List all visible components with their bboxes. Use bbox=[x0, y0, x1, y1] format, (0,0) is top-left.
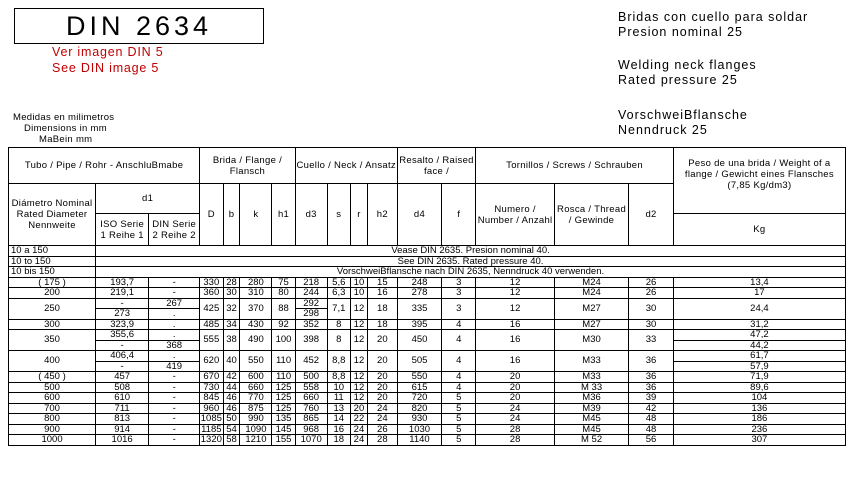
cell-kg: 17 bbox=[673, 288, 845, 299]
cell-b: 46 bbox=[223, 403, 240, 414]
cell-r: 12 bbox=[350, 372, 367, 383]
cell-num: 16 bbox=[476, 351, 555, 372]
cell-b: 28 bbox=[223, 277, 240, 288]
note-text: See DIN 2635. Rated pressure 40. bbox=[96, 256, 846, 267]
table-row bbox=[9, 298, 846, 309]
cell-d4: 615 bbox=[397, 382, 442, 393]
cell-d3: 865 bbox=[295, 414, 327, 425]
cell-num: 16 bbox=[476, 330, 555, 351]
cell-r: 22 bbox=[350, 414, 367, 425]
cell-num: 12 bbox=[476, 288, 555, 299]
cell-f: 4 bbox=[442, 351, 476, 372]
cell-iso: 457 bbox=[96, 372, 149, 383]
cell-num: 12 bbox=[476, 298, 555, 319]
cell-f: 4 bbox=[442, 372, 476, 383]
cell-thread: M24 bbox=[554, 288, 628, 299]
cell-d4: 505 bbox=[397, 351, 442, 372]
cell-dn: 600 bbox=[9, 393, 96, 404]
cell-num: 20 bbox=[476, 372, 555, 383]
cell-h2: 28 bbox=[367, 435, 397, 446]
header-f: f bbox=[442, 184, 476, 246]
cell-kg: 31,2 bbox=[673, 319, 845, 330]
cell-s: 8 bbox=[327, 330, 350, 351]
cell-r: 10 bbox=[350, 288, 367, 299]
cell-iso: 1016 bbox=[96, 435, 149, 446]
cell-d4: 395 bbox=[397, 319, 442, 330]
cell-d: 845 bbox=[200, 393, 223, 404]
cell-d: 555 bbox=[200, 330, 223, 351]
cell-s: 7,1 bbox=[327, 298, 350, 319]
cell-iso: 914 bbox=[96, 424, 149, 435]
header-h1: h1 bbox=[272, 184, 295, 246]
cell-iso: 508 bbox=[96, 382, 149, 393]
cell-f: 3 bbox=[442, 298, 476, 319]
cell-num: 16 bbox=[476, 319, 555, 330]
cell-s: 5,6 bbox=[327, 277, 350, 288]
cell-r: 12 bbox=[350, 330, 367, 351]
cell-iso: 219,1 bbox=[96, 288, 149, 299]
header-r: r bbox=[350, 184, 367, 246]
cell-d2: 39 bbox=[629, 393, 674, 404]
cell-thread: M30 bbox=[554, 330, 628, 351]
header-d3: d3 bbox=[295, 184, 327, 246]
cell-d2: 30 bbox=[629, 298, 674, 319]
cell-iso: 355,6 bbox=[96, 330, 149, 341]
cell-din: - bbox=[149, 288, 200, 299]
cell-iso: 406,4 bbox=[96, 351, 149, 362]
cell-b: 32 bbox=[223, 298, 240, 319]
cell-thread: M33 bbox=[554, 372, 628, 383]
cell-din: - bbox=[149, 435, 200, 446]
cell-h1: 110 bbox=[272, 372, 295, 383]
cell-d3: 218 bbox=[295, 277, 327, 288]
cell-k: 875 bbox=[240, 403, 272, 414]
header-din-series: DIN Serie 2 Reihe 2 bbox=[149, 214, 200, 246]
cell-d3: 968 bbox=[295, 424, 327, 435]
cell-h1: 75 bbox=[272, 277, 295, 288]
cell-h1: 135 bbox=[272, 414, 295, 425]
cell-thread: M 33 bbox=[554, 382, 628, 393]
cell-din: . bbox=[149, 330, 200, 341]
cell-d: 620 bbox=[200, 351, 223, 372]
cell-k: 1210 bbox=[240, 435, 272, 446]
table-row bbox=[9, 277, 846, 288]
cell-b: 30 bbox=[223, 288, 240, 299]
cell-r: 12 bbox=[350, 382, 367, 393]
cell-k: 280 bbox=[240, 277, 272, 288]
cell-thread: M27 bbox=[554, 319, 628, 330]
cell-r: 10 bbox=[350, 277, 367, 288]
heading-es-2: Presion nominal 25 bbox=[618, 25, 744, 39]
cell-din: 267 bbox=[149, 298, 200, 309]
cell-din: 368 bbox=[149, 340, 200, 351]
cell-f: 5 bbox=[442, 435, 476, 446]
cell-num: 20 bbox=[476, 382, 555, 393]
cell-h1: 145 bbox=[272, 424, 295, 435]
units-en: Dimensions in mm bbox=[24, 123, 107, 134]
cell-h1: 100 bbox=[272, 330, 295, 351]
header-nominal-diameter: Diámetro Nominal Rated Diameter Nennweite bbox=[9, 184, 96, 246]
cell-d3: 1070 bbox=[295, 435, 327, 446]
cell-d3: 500 bbox=[295, 372, 327, 383]
cell-d4: 335 bbox=[397, 298, 442, 319]
cell-h1: 125 bbox=[272, 393, 295, 404]
header-neck: Cuello / Neck / Ansatz bbox=[295, 148, 397, 184]
note-text: VorschweiBflansche nach DIN 2635, Nenndruck 40 verwenden. bbox=[96, 267, 846, 278]
cell-dn: ( 175 ) bbox=[9, 277, 96, 288]
cell-h1: 125 bbox=[272, 403, 295, 414]
cell-d3: 452 bbox=[295, 351, 327, 372]
cell-thread: M27 bbox=[554, 298, 628, 319]
cell-s: 8 bbox=[327, 319, 350, 330]
note-row bbox=[9, 256, 846, 267]
cell-kg: 24,4 bbox=[673, 298, 845, 319]
header-b: b bbox=[223, 184, 240, 246]
cell-dn: 350 bbox=[9, 330, 96, 351]
header-kg: Kg bbox=[673, 214, 845, 246]
cell-k: 430 bbox=[240, 319, 272, 330]
cell-h2: 20 bbox=[367, 330, 397, 351]
cell-iso: 193,7 bbox=[96, 277, 149, 288]
cell-h2: 20 bbox=[367, 393, 397, 404]
cell-d: 360 bbox=[200, 288, 223, 299]
cell-d3: 244 bbox=[295, 288, 327, 299]
heading-es-1: Bridas con cuello para soldar bbox=[618, 10, 809, 24]
cell-r: 24 bbox=[350, 424, 367, 435]
cell-iso: 323,9 bbox=[96, 319, 149, 330]
cell-num: 24 bbox=[476, 403, 555, 414]
cell-b: 50 bbox=[223, 414, 240, 425]
cell-h1: 80 bbox=[272, 288, 295, 299]
cell-din: . bbox=[149, 309, 200, 320]
note-dn: 10 bis 150 bbox=[9, 267, 96, 278]
cell-r: 12 bbox=[350, 298, 367, 319]
see-image-en: See DIN image 5 bbox=[52, 61, 160, 75]
cell-b: 38 bbox=[223, 330, 240, 351]
cell-k: 600 bbox=[240, 372, 272, 383]
cell-k: 490 bbox=[240, 330, 272, 351]
cell-s: 14 bbox=[327, 414, 350, 425]
cell-dn: 1000 bbox=[9, 435, 96, 446]
cell-kg: 44,2 bbox=[673, 340, 845, 351]
cell-din: - bbox=[149, 424, 200, 435]
cell-h1: 110 bbox=[272, 351, 295, 372]
cell-num: 12 bbox=[476, 277, 555, 288]
cell-dn: ( 450 ) bbox=[9, 372, 96, 383]
heading-en-2: Rated pressure 25 bbox=[618, 73, 738, 87]
cell-din: - bbox=[149, 277, 200, 288]
cell-d4: 720 bbox=[397, 393, 442, 404]
cell-d: 330 bbox=[200, 277, 223, 288]
cell-d4: 550 bbox=[397, 372, 442, 383]
cell-h1: 125 bbox=[272, 382, 295, 393]
cell-s: 10 bbox=[327, 382, 350, 393]
cell-d4: 450 bbox=[397, 330, 442, 351]
header-D: D bbox=[200, 184, 223, 246]
cell-r: 12 bbox=[350, 393, 367, 404]
header-tube: Tubo / Pipe / Rohr - AnschluBmabe bbox=[9, 148, 200, 184]
cell-dn: 250 bbox=[9, 298, 96, 319]
cell-d4: 278 bbox=[397, 288, 442, 299]
cell-r: 24 bbox=[350, 435, 367, 446]
cell-f: 5 bbox=[442, 414, 476, 425]
cell-d2: 42 bbox=[629, 403, 674, 414]
cell-d: 670 bbox=[200, 372, 223, 383]
cell-f: 5 bbox=[442, 403, 476, 414]
cell-h2: 16 bbox=[367, 288, 397, 299]
heading-de-2: Nenndruck 25 bbox=[618, 123, 708, 137]
note-dn: 10 to 150 bbox=[9, 256, 96, 267]
note-text: Vease DIN 2635. Presion nominal 40. bbox=[96, 246, 846, 257]
heading-de-1: VorschweiBflansche bbox=[618, 108, 748, 122]
cell-din: - bbox=[149, 403, 200, 414]
cell-d4: 820 bbox=[397, 403, 442, 414]
cell-din: - bbox=[149, 372, 200, 383]
cell-d2: 26 bbox=[629, 288, 674, 299]
cell-d3: 660 bbox=[295, 393, 327, 404]
cell-f: 3 bbox=[442, 277, 476, 288]
cell-r: 12 bbox=[350, 319, 367, 330]
cell-k: 370 bbox=[240, 298, 272, 319]
cell-d2: 36 bbox=[629, 351, 674, 372]
cell-h1: 88 bbox=[272, 298, 295, 319]
cell-iso: - bbox=[96, 298, 149, 309]
cell-d3: 760 bbox=[295, 403, 327, 414]
cell-num: 24 bbox=[476, 414, 555, 425]
cell-d2: 36 bbox=[629, 382, 674, 393]
cell-kg: 13,4 bbox=[673, 277, 845, 288]
cell-s: 13 bbox=[327, 403, 350, 414]
cell-b: 54 bbox=[223, 424, 240, 435]
cell-d4: 248 bbox=[397, 277, 442, 288]
document-title: DIN 2634 bbox=[14, 8, 264, 44]
cell-d4: 930 bbox=[397, 414, 442, 425]
cell-f: 3 bbox=[442, 288, 476, 299]
cell-h2: 20 bbox=[367, 372, 397, 383]
cell-f: 4 bbox=[442, 319, 476, 330]
cell-d3: 352 bbox=[295, 319, 327, 330]
cell-b: 46 bbox=[223, 393, 240, 404]
cell-dn: 200 bbox=[9, 288, 96, 299]
cell-d4: 1140 bbox=[397, 435, 442, 446]
cell-d2: 26 bbox=[629, 277, 674, 288]
header-k: k bbox=[240, 184, 272, 246]
cell-iso: 610 bbox=[96, 393, 149, 404]
cell-d: 730 bbox=[200, 382, 223, 393]
cell-d2: 33 bbox=[629, 330, 674, 351]
table-row bbox=[9, 319, 846, 330]
cell-dn: 900 bbox=[9, 424, 96, 435]
header-bolt-number: Numero / Number / Anzahl bbox=[476, 184, 555, 246]
cell-f: 4 bbox=[442, 382, 476, 393]
table-row bbox=[9, 414, 846, 425]
header-flange: Brida / Flange / Flansch bbox=[200, 148, 296, 184]
table-row bbox=[9, 435, 846, 446]
cell-din: - bbox=[149, 393, 200, 404]
cell-r: 20 bbox=[350, 403, 367, 414]
cell-s: 16 bbox=[327, 424, 350, 435]
cell-iso: 711 bbox=[96, 403, 149, 414]
cell-d3: 298 bbox=[295, 309, 327, 320]
cell-d: 1320 bbox=[200, 434, 222, 445]
cell-k: 990 bbox=[240, 414, 272, 425]
cell-num: 28 bbox=[476, 424, 555, 435]
cell-s: 6,3 bbox=[327, 288, 350, 299]
cell-dn: 500 bbox=[9, 382, 96, 393]
cell-b: 58 bbox=[223, 435, 240, 446]
cell-din: - bbox=[149, 414, 200, 425]
cell-b: 40 bbox=[223, 351, 240, 372]
header-iso-series: ISO Serie 1 Reihe 1 bbox=[96, 214, 149, 246]
cell-b: 34 bbox=[223, 319, 240, 330]
table-row bbox=[9, 372, 846, 383]
cell-dn: 300 bbox=[9, 319, 96, 330]
flange-spec-table bbox=[8, 147, 846, 446]
cell-k: 770 bbox=[240, 393, 272, 404]
header-d4: d4 bbox=[397, 184, 442, 246]
table-row bbox=[9, 403, 846, 414]
cell-kg: 136 bbox=[673, 403, 845, 414]
cell-d3: 292 bbox=[295, 298, 327, 309]
cell-kg: 89,6 bbox=[673, 382, 845, 393]
cell-h1: 155 bbox=[272, 435, 295, 446]
cell-thread: M45 bbox=[554, 424, 628, 435]
cell-dn: 800 bbox=[9, 414, 96, 425]
cell-b: 42 bbox=[223, 372, 240, 383]
note-dn: 10 a 150 bbox=[9, 246, 96, 257]
see-image-es: Ver imagen DIN 5 bbox=[52, 45, 164, 59]
cell-kg: 104 bbox=[673, 393, 845, 404]
cell-kg: 236 bbox=[673, 424, 845, 435]
cell-d2: 36 bbox=[629, 372, 674, 383]
cell-din: . bbox=[149, 319, 200, 330]
cell-f: 4 bbox=[442, 330, 476, 351]
cell-k: 660 bbox=[240, 382, 272, 393]
header-d2: d2 bbox=[629, 184, 674, 246]
header-raised-face: Resalto / Raised face / bbox=[397, 148, 476, 184]
cell-h2: 18 bbox=[367, 298, 397, 319]
header-s: s bbox=[327, 184, 350, 246]
cell-h2: 15 bbox=[367, 277, 397, 288]
cell-kg: 57,9 bbox=[673, 361, 845, 372]
cell-h2: 20 bbox=[367, 351, 397, 372]
cell-thread: M 52 bbox=[554, 435, 628, 446]
cell-k: 1090 bbox=[240, 424, 272, 435]
note-row bbox=[9, 267, 846, 278]
cell-d2: 56 bbox=[629, 435, 674, 446]
cell-num: 28 bbox=[476, 435, 555, 446]
cell-thread: M36 bbox=[554, 393, 628, 404]
cell-r: 12 bbox=[350, 351, 367, 372]
header-d1: d1 bbox=[96, 184, 200, 214]
cell-h1: 92 bbox=[272, 319, 295, 330]
cell-s: 8,8 bbox=[327, 372, 350, 383]
cell-h2: 18 bbox=[367, 319, 397, 330]
cell-f: 5 bbox=[442, 393, 476, 404]
cell-dn: 700 bbox=[9, 403, 96, 414]
table-row bbox=[9, 351, 846, 362]
cell-din: 419 bbox=[149, 361, 200, 372]
cell-dn: 400 bbox=[9, 351, 96, 372]
cell-s: 11 bbox=[327, 393, 350, 404]
cell-h2: 24 bbox=[367, 414, 397, 425]
cell-s: 18 bbox=[327, 435, 350, 446]
header-weight: Peso de una brida / Weight of a flange / Gewicht eines Flansches (7,85 Kg/dm3) bbox=[673, 148, 845, 214]
cell-thread: M39 bbox=[554, 403, 628, 414]
cell-thread: M33 bbox=[554, 351, 628, 372]
cell-h2: 20 bbox=[367, 382, 397, 393]
cell-d2: 48 bbox=[629, 424, 674, 435]
note-row bbox=[9, 246, 846, 257]
cell-k: 310 bbox=[240, 288, 272, 299]
header-h2: h2 bbox=[367, 184, 397, 246]
cell-d4: 1030 bbox=[397, 424, 442, 435]
cell-d: 960 bbox=[200, 403, 223, 414]
cell-h2: 26 bbox=[367, 424, 397, 435]
header-bolts: Tornillos / Screws / Schrauben bbox=[476, 148, 674, 184]
cell-s: 8,8 bbox=[327, 351, 350, 372]
header-thread: Rosca / Thread / Gewinde bbox=[554, 184, 628, 246]
cell-b: 44 bbox=[223, 382, 240, 393]
table-row bbox=[9, 382, 846, 393]
cell-kg: 71,9 bbox=[673, 372, 845, 383]
cell-num: 20 bbox=[476, 393, 555, 404]
cell-d: 1185 bbox=[201, 424, 222, 435]
units-es: Medidas en milimetros bbox=[13, 112, 115, 123]
table-row bbox=[9, 330, 846, 341]
cell-kg: 47,2 bbox=[673, 330, 845, 341]
cell-d: 1085 bbox=[200, 413, 222, 424]
cell-din: . bbox=[149, 351, 200, 362]
cell-iso: 273 bbox=[96, 309, 149, 320]
cell-kg: 186 bbox=[673, 414, 845, 425]
cell-din: - bbox=[149, 382, 200, 393]
cell-d3: 558 bbox=[295, 382, 327, 393]
table-row bbox=[9, 393, 846, 404]
cell-d2: 30 bbox=[629, 319, 674, 330]
cell-d3: 398 bbox=[295, 330, 327, 351]
cell-thread: M24 bbox=[554, 277, 628, 288]
heading-en-1: Welding neck flanges bbox=[618, 58, 757, 72]
units-de: MaBein mm bbox=[39, 134, 93, 145]
cell-k: 550 bbox=[240, 351, 272, 372]
cell-h2: 24 bbox=[367, 403, 397, 414]
table-row bbox=[9, 424, 846, 435]
cell-iso: - bbox=[96, 361, 149, 372]
table-row bbox=[9, 288, 846, 299]
cell-d: 485 bbox=[200, 319, 223, 330]
cell-thread: M45 bbox=[554, 414, 628, 425]
cell-d: 425 bbox=[200, 298, 223, 319]
cell-iso: 813 bbox=[96, 414, 149, 425]
cell-iso: - bbox=[96, 340, 149, 351]
cell-kg: 61,7 bbox=[673, 351, 845, 362]
cell-kg: 307 bbox=[673, 435, 845, 446]
cell-d2: 48 bbox=[629, 414, 674, 425]
cell-f: 5 bbox=[442, 424, 476, 435]
